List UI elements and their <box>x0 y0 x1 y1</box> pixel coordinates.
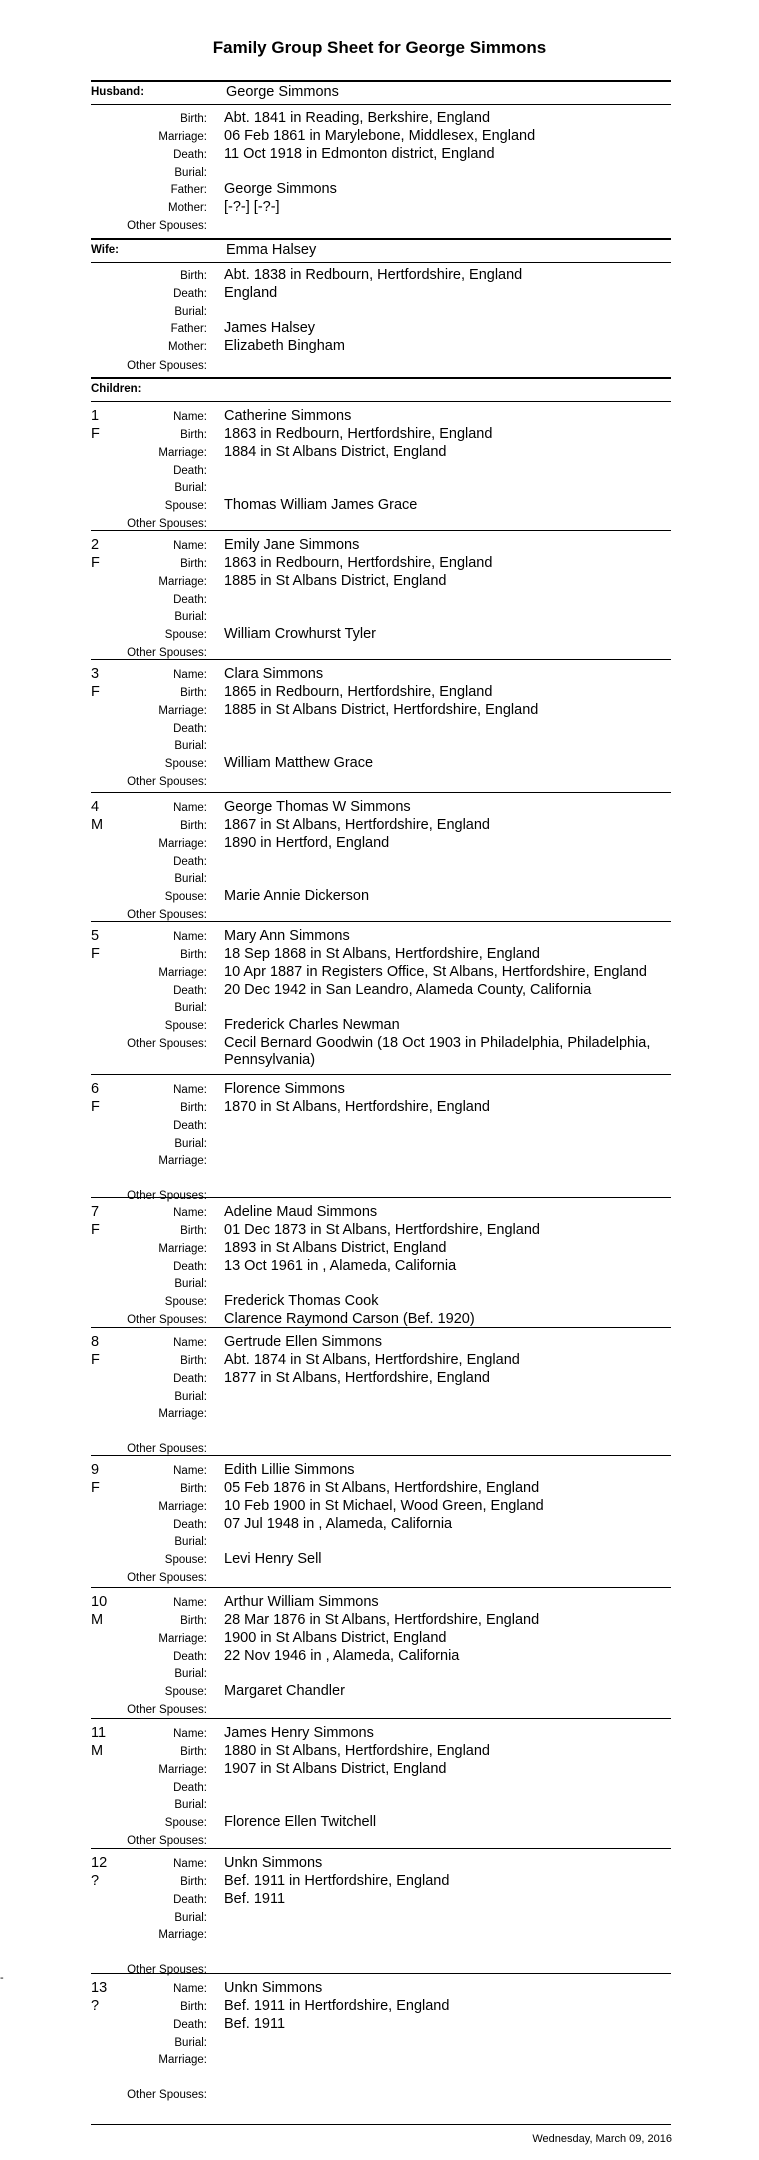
page-title: Family Group Sheet for George Simmons <box>212 38 547 57</box>
child-number: 4 <box>91 799 100 815</box>
wife-death-label: Death: <box>173 288 207 300</box>
child-marriage-label: Marriage: <box>158 1764 207 1776</box>
child-marriage-label: Marriage: <box>158 838 207 850</box>
child-number: 11 <box>91 1725 107 1741</box>
child-number: 5 <box>91 928 100 944</box>
child-sex: F <box>91 426 100 442</box>
child-birth: 28 Mar 1876 in St Albans, Hertfordshire, England <box>224 1612 540 1628</box>
child-death: 20 Dec 1942 in San Leandro, Alameda County, California <box>224 982 592 998</box>
child-marriage-label: Marriage: <box>158 1633 207 1645</box>
child-death: Bef. 1911 <box>224 2016 286 2032</box>
child-number: 1 <box>91 408 100 424</box>
child-death-label: Death: <box>173 1651 207 1663</box>
child-divider <box>91 1718 671 1719</box>
child-death-label: Death: <box>173 1373 207 1385</box>
child-name: Emily Jane Simmons <box>224 537 360 553</box>
child-birth-label: Birth: <box>180 820 207 832</box>
child-other-spouses-label: Other Spouses: <box>127 518 207 530</box>
wife-mother: Elizabeth Bingham <box>224 338 345 354</box>
child-number: 8 <box>91 1334 100 1350</box>
child-marriage-label: Marriage: <box>158 705 207 717</box>
child-death-label: Death: <box>173 1120 207 1132</box>
husband-marriage-label: Marriage: <box>158 131 207 143</box>
child-divider <box>91 1848 671 1849</box>
child-divider <box>91 1074 671 1075</box>
child-death-label: Death: <box>173 465 207 477</box>
child-marriage-label: Marriage: <box>158 967 207 979</box>
child-name: Unkn Simmons <box>224 1855 323 1871</box>
row-divider <box>91 401 671 402</box>
child-birth-label: Birth: <box>180 1746 207 1758</box>
child-divider <box>91 1973 671 1974</box>
child-birth: 05 Feb 1876 in St Albans, Hertfordshire, England <box>224 1480 540 1496</box>
child-death-label: Death: <box>173 1782 207 1794</box>
husband-father: George Simmons <box>224 181 337 197</box>
husband-name: George Simmons <box>226 84 339 100</box>
child-marriage-label: Marriage: <box>158 447 207 459</box>
child-number: 9 <box>91 1462 100 1478</box>
husband-death-label: Death: <box>173 149 207 161</box>
child-birth: Bef. 1911 in Hertfordshire, England <box>224 1998 450 2014</box>
child-death-label: Death: <box>173 1894 207 1906</box>
child-birth-label: Birth: <box>180 687 207 699</box>
child-number: 10 <box>91 1594 108 1610</box>
section-divider <box>91 238 671 240</box>
child-name: Mary Ann Simmons <box>224 928 350 944</box>
child-other-spouses-label: Other Spouses: <box>127 2089 207 2101</box>
child-death: 13 Oct 1961 in , Alameda, California <box>224 1258 457 1274</box>
child-other-spouses-label: Other Spouses: <box>127 1572 207 1584</box>
husband-father-label: Father: <box>170 184 207 196</box>
wife-birth-label: Birth: <box>180 270 207 282</box>
child-divider <box>91 530 671 531</box>
child-other-spouses-label: Other Spouses: <box>127 647 207 659</box>
child-burial-label: Burial: <box>174 1138 207 1150</box>
child-birth: Bef. 1911 in Hertfordshire, England <box>224 1873 450 1889</box>
child-marriage: 1900 in St Albans District, England <box>224 1630 447 1646</box>
child-name-label: Name: <box>173 1465 207 1477</box>
child-burial-label: Burial: <box>174 1278 207 1290</box>
child-spouse: William Matthew Grace <box>224 755 374 771</box>
child-other-spouses-label: Other Spouses: <box>127 1704 207 1716</box>
child-sex: ? <box>91 1998 100 2014</box>
child-death: 22 Nov 1946 in , Alameda, California <box>224 1648 460 1664</box>
child-burial-label: Burial: <box>174 1668 207 1680</box>
child-burial-label: Burial: <box>174 611 207 623</box>
child-other-spouses-label: Other Spouses: <box>127 1835 207 1847</box>
child-divider <box>91 1197 671 1198</box>
child-name-label: Name: <box>173 1858 207 1870</box>
child-spouse-label: Spouse: <box>164 1686 207 1698</box>
child-birth-label: Birth: <box>180 949 207 961</box>
child-death-label: Death: <box>173 985 207 997</box>
child-burial-label: Burial: <box>174 1536 207 1548</box>
child-sex: F <box>91 555 100 571</box>
child-burial-label: Burial: <box>174 1799 207 1811</box>
child-name: Adeline Maud Simmons <box>224 1204 378 1220</box>
child-other-spouses-label: Other Spouses: <box>127 1964 207 1976</box>
child-birth-label: Birth: <box>180 1225 207 1237</box>
child-spouse: Levi Henry Sell <box>224 1551 322 1567</box>
child-burial-label: Burial: <box>174 740 207 752</box>
child-birth-label: Birth: <box>180 1483 207 1495</box>
child-other-spouses-label: Other Spouses: <box>127 1038 207 1050</box>
child-birth: 1867 in St Albans, Hertfordshire, England <box>224 817 490 833</box>
husband-other-spouses-label: Other Spouses: <box>127 220 207 232</box>
child-name-label: Name: <box>173 1207 207 1219</box>
child-marriage: 1893 in St Albans District, England <box>224 1240 447 1256</box>
child-marriage: 10 Apr 1887 in Registers Office, St Albans, Hertfordshire, England <box>224 964 647 980</box>
child-burial-label: Burial: <box>174 1391 207 1403</box>
wife-mother-label: Mother: <box>168 341 207 353</box>
wife-father-label: Father: <box>170 323 207 335</box>
child-other-spouses-label: Other Spouses: <box>127 1190 207 1202</box>
child-birth: 18 Sep 1868 in St Albans, Hertfordshire, England <box>224 946 540 962</box>
footer-divider <box>91 2124 671 2125</box>
footer-date: Wednesday, March 09, 2016 <box>532 2133 672 2145</box>
child-birth: Abt. 1874 in St Albans, Hertfordshire, England <box>224 1352 520 1368</box>
wife-father: James Halsey <box>224 320 316 336</box>
child-sex: F <box>91 1352 100 1368</box>
child-divider <box>91 1587 671 1588</box>
child-name-label: Name: <box>173 802 207 814</box>
child-number: 12 <box>91 1855 108 1871</box>
wife-other-spouses-label: Other Spouses: <box>127 360 207 372</box>
wife-header: Wife: <box>91 244 120 256</box>
child-number: 6 <box>91 1081 100 1097</box>
child-sex: M <box>91 1612 104 1628</box>
child-birth: 1863 in Redbourn, Hertfordshire, England <box>224 555 493 571</box>
husband-birth-label: Birth: <box>180 113 207 125</box>
child-sex: ? <box>91 1873 100 1889</box>
child-divider <box>91 921 671 922</box>
child-birth: 1865 in Redbourn, Hertfordshire, England <box>224 684 493 700</box>
child-spouse-label: Spouse: <box>164 1554 207 1566</box>
row-divider <box>91 104 671 105</box>
child-number: 2 <box>91 537 100 553</box>
child-marriage: 1885 in St Albans District, Hertfordshire, England <box>224 702 539 718</box>
husband-mother-label: Mother: <box>168 202 207 214</box>
child-spouse: William Crowhurst Tyler <box>224 626 377 642</box>
child-marriage-label: Marriage: <box>158 1155 207 1167</box>
child-spouse-label: Spouse: <box>164 500 207 512</box>
wife-name: Emma Halsey <box>226 242 317 258</box>
child-other-spouses: Cecil Bernard Goodwin (18 Oct 1903 in Philadelphia, Philadelphia, Pennsylvania) <box>224 1035 651 1068</box>
child-spouse-label: Spouse: <box>164 891 207 903</box>
child-marriage-label: Marriage: <box>158 2054 207 2066</box>
row-divider <box>91 262 671 263</box>
child-birth: 1880 in St Albans, Hertfordshire, England <box>224 1743 490 1759</box>
child-name-label: Name: <box>173 931 207 943</box>
child-marriage: 1884 in St Albans District, England <box>224 444 447 460</box>
wife-birth: Abt. 1838 in Redbourn, Hertfordshire, England <box>224 267 523 283</box>
child-marriage-label: Marriage: <box>158 1501 207 1513</box>
child-divider <box>91 1455 671 1456</box>
child-birth: 1863 in Redbourn, Hertfordshire, England <box>224 426 493 442</box>
child-name-label: Name: <box>173 1983 207 1995</box>
child-death-label: Death: <box>173 594 207 606</box>
child-sex: F <box>91 1222 100 1238</box>
child-spouse-label: Spouse: <box>164 758 207 770</box>
child-number: 3 <box>91 666 100 682</box>
child-number: 7 <box>91 1204 100 1220</box>
child-name: James Henry Simmons <box>224 1725 374 1741</box>
wife-death: England <box>224 285 278 301</box>
child-spouse-label: Spouse: <box>164 1817 207 1829</box>
husband-burial-label: Burial: <box>174 167 207 179</box>
child-spouse: Florence Ellen Twitchell <box>224 1814 377 1830</box>
child-birth-label: Birth: <box>180 1355 207 1367</box>
child-death: 1877 in St Albans, Hertfordshire, England <box>224 1370 490 1386</box>
child-spouse: Marie Annie Dickerson <box>224 888 370 904</box>
child-birth: 1870 in St Albans, Hertfordshire, England <box>224 1099 490 1115</box>
margin-mark: - <box>0 1972 4 1984</box>
child-marriage: 10 Feb 1900 in St Michael, Wood Green, England <box>224 1498 544 1514</box>
wife-burial-label: Burial: <box>174 306 207 318</box>
child-marriage-label: Marriage: <box>158 1929 207 1941</box>
child-name: Edith Lillie Simmons <box>224 1462 355 1478</box>
child-sex: M <box>91 1743 104 1759</box>
child-burial-label: Burial: <box>174 873 207 885</box>
child-marriage: 1907 in St Albans District, England <box>224 1761 447 1777</box>
child-name: Arthur William Simmons <box>224 1594 379 1610</box>
child-death-label: Death: <box>173 1261 207 1273</box>
child-name-label: Name: <box>173 669 207 681</box>
child-name: Florence Simmons <box>224 1081 345 1097</box>
child-sex: F <box>91 946 100 962</box>
child-death-label: Death: <box>173 856 207 868</box>
child-number: 13 <box>91 1980 108 1996</box>
child-marriage: 1890 in Hertford, England <box>224 835 390 851</box>
child-marriage-label: Marriage: <box>158 1243 207 1255</box>
child-divider <box>91 1327 671 1328</box>
section-divider <box>91 377 671 379</box>
child-burial-label: Burial: <box>174 1912 207 1924</box>
child-death-label: Death: <box>173 723 207 735</box>
child-name: Gertrude Ellen Simmons <box>224 1334 382 1350</box>
child-spouse: Margaret Chandler <box>224 1683 345 1699</box>
child-birth-label: Birth: <box>180 1102 207 1114</box>
child-death-label: Death: <box>173 2019 207 2031</box>
child-other-spouses-label: Other Spouses: <box>127 776 207 788</box>
child-spouse: Frederick Thomas Cook <box>224 1293 379 1309</box>
child-birth-label: Birth: <box>180 429 207 441</box>
child-sex: M <box>91 817 104 833</box>
child-other-spouses: Clarence Raymond Carson (Bef. 1920) <box>224 1311 475 1327</box>
child-sex: F <box>91 684 100 700</box>
husband-header: Husband: <box>91 86 145 98</box>
child-death: 07 Jul 1948 in , Alameda, California <box>224 1516 453 1532</box>
child-spouse-label: Spouse: <box>164 629 207 641</box>
child-birth-label: Birth: <box>180 558 207 570</box>
child-spouse-label: Spouse: <box>164 1296 207 1308</box>
child-name: Unkn Simmons <box>224 1980 323 1996</box>
child-name-label: Name: <box>173 1084 207 1096</box>
child-name-label: Name: <box>173 1337 207 1349</box>
section-divider <box>91 80 671 82</box>
child-other-spouses-label: Other Spouses: <box>127 1314 207 1326</box>
child-birth-label: Birth: <box>180 1876 207 1888</box>
child-other-spouses-label: Other Spouses: <box>127 1443 207 1455</box>
husband-death: 11 Oct 1918 in Edmonton district, England <box>224 146 495 162</box>
child-burial-label: Burial: <box>174 1002 207 1014</box>
child-name: Clara Simmons <box>224 666 324 682</box>
child-spouse: Thomas William James Grace <box>224 497 418 513</box>
child-death: Bef. 1911 <box>224 1891 286 1907</box>
child-spouse: Frederick Charles Newman <box>224 1017 400 1033</box>
child-marriage: 1885 in St Albans District, England <box>224 573 447 589</box>
husband-marriage: 06 Feb 1861 in Marylebone, Middlesex, England <box>224 128 536 144</box>
husband-birth: Abt. 1841 in Reading, Berkshire, England <box>224 110 491 126</box>
child-divider <box>91 792 671 793</box>
child-birth-label: Birth: <box>180 1615 207 1627</box>
children-header: Children: <box>91 383 142 395</box>
child-sex: F <box>91 1099 100 1115</box>
child-birth: 01 Dec 1873 in St Albans, Hertfordshire, England <box>224 1222 540 1238</box>
child-spouse-label: Spouse: <box>164 1020 207 1032</box>
child-sex: F <box>91 1480 100 1496</box>
child-name-label: Name: <box>173 411 207 423</box>
child-marriage-label: Marriage: <box>158 576 207 588</box>
child-name-label: Name: <box>173 1728 207 1740</box>
child-burial-label: Burial: <box>174 482 207 494</box>
child-name-label: Name: <box>173 540 207 552</box>
husband-mother: [-?-] [-?-] <box>224 199 280 215</box>
child-birth-label: Birth: <box>180 2001 207 2013</box>
child-name: George Thomas W Simmons <box>224 799 411 815</box>
child-name-label: Name: <box>173 1597 207 1609</box>
child-name: Catherine Simmons <box>224 408 352 424</box>
child-divider <box>91 659 671 660</box>
child-death-label: Death: <box>173 1519 207 1531</box>
child-other-spouses-label: Other Spouses: <box>127 909 207 921</box>
child-marriage-label: Marriage: <box>158 1408 207 1420</box>
child-burial-label: Burial: <box>174 2037 207 2049</box>
